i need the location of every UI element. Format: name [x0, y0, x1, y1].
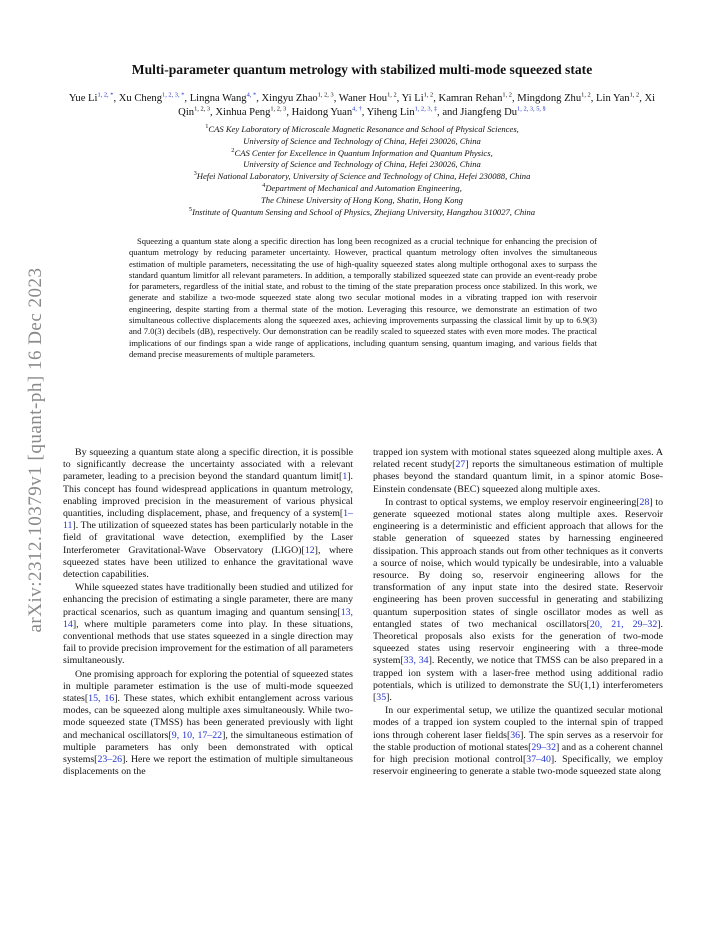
affiliation-number: 1 — [205, 123, 209, 131]
citation-link[interactable]: 28 — [639, 496, 650, 508]
author-affiliation-marker[interactable]: 4, * — [246, 91, 257, 99]
citation-link[interactable]: 20, 21, 29–32 — [589, 618, 658, 630]
arxiv-stamp — [18, 240, 54, 660]
author-affiliation-marker: 1, 2, 3 — [317, 91, 334, 99]
citation-link[interactable]: 23–26 — [97, 754, 123, 766]
citation-link[interactable]: 1 — [342, 471, 348, 483]
left-column — [63, 447, 353, 779]
author-name: Yiheng Lin — [366, 107, 415, 118]
author-affiliation-marker: 1, 2 — [581, 91, 591, 99]
affiliation-text: CAS Key Laboratory of Microscale Magnetic Resonance and School of Physical Sciences, — [208, 124, 519, 134]
citation-link[interactable]: 12 — [304, 544, 315, 556]
affiliation-line — [66, 136, 658, 148]
citation-link[interactable]: 35 — [376, 692, 387, 704]
citation-link[interactable]: 33, 34 — [403, 655, 429, 667]
affiliation-number: 2 — [231, 146, 235, 154]
affiliation-number: 5 — [188, 205, 193, 213]
body-paragraph: While squeezed states have traditionally been studied and utilized for enhancing the precision of estimating a single parameter, there are many practical scenarios, such as quantum imaging and quantum sensing[13, 14], where multiple parameters come into play. In these situations, conventional methods that use states squeezed in a single direction may fail to provide precision improvement for the estimation of all parameters simultaneously. — [63, 582, 353, 667]
citation-link[interactable]: 13, 14 — [63, 606, 353, 630]
author-name: Kamran Rehan — [438, 93, 503, 104]
author-affiliation-marker: 1, 2, 3 — [270, 105, 287, 113]
body-paragraph: In contrast to optical systems, we employ reservoir engineering[28] to generate squeezed motional states along multiple axes. Reservoir engineering is a deterministic and efficient approach that allows for the stable generation of squeezed states by harnessing engineered dissipation. This approach stands out from other techniques as it converts a source of noise, which would typically be undesirable, into a valuable resource. By doing so, reservoir engineering allows for the transformation of any input state into the desired state. Reservoir engineering has been proven successful in generating and stabilizing quantum superposition states of single oscillator modes as well as entangled states of two mechanical oscillators[20, 21, 29–32]. Theoretical proposals also exists for the generation of two-mode squeezed states using reservoir engineering with a three-mode system[33, 34]. Recently, we notice that TMSS can be also prepared in a trapped ion system with a laser-free method using additional radio potentials, which is utilized to demonstrate the SU(1,1) interferometers [35]. — [373, 496, 663, 704]
affiliation-line — [66, 171, 658, 183]
author-name: and Jiangfeng Du — [442, 107, 518, 118]
affiliation-text: University of Science and Technology of China, Hefei 230026, China — [243, 159, 481, 170]
paper-title: Multi-parameter quantum metrology with stabilized multi-mode squeezed state — [131, 62, 593, 77]
right-column — [373, 447, 663, 779]
citation-link[interactable]: 27 — [455, 459, 466, 471]
body-paragraph: One promising approach for exploring the potential of squeezed states in multiple parameter estimation is the use of multi-mode squeezed states[15, 16]. These states, which exhibit entanglement across various modes, can be squeezed along multiple axes simultaneously. While two-mode squeezed state (TMSS) has been generated previously with light and mechanical oscillators[9, 10, 17–22], the simultaneous estimation of multiple parameters has only been demonstrated with optical systems[23–26]. Here we report the estimation of multiple simultaneous displacements on the — [63, 668, 353, 778]
citation-link[interactable]: 29–32 — [531, 741, 557, 753]
author-name: Waner Hou — [338, 93, 388, 104]
author-list: Yue $Li^{1, 2, *}$, Xu Cheng$^{1, 2, 3, *}$, Lingna Wang$^{4, *}$, Xingyu Zhao$^{1, 2, 3}$, Waner Hou$^{1, 2}$, Yi Li$^{1, 2}$, Kamran Rehan$^{1, 2}$, Mingdong Zhu$^{1, 2}$, Lin Yan$^{1, 2}$, Xi Qin$^{1, 2, 3}$, Xinhua Peng$^{1, 2, 3}$, Haidong Yuan$^{4, \dagger}$, Yiheng Lin$^{1, 2, 3, \ddagger}$, and Jiangfeng $Du^{1, 2, 3, 5, \S}$ — [68, 91, 656, 118]
affiliations — [66, 124, 658, 218]
affiliation-text: CAS Center for Excellence in Quantum Information and Quantum Physics, — [234, 147, 493, 158]
citation-link[interactable]: 36 — [510, 729, 521, 741]
affiliation-line — [66, 207, 658, 219]
body-paragraph: In our experimental setup, we utilize the quantized secular motional modes of a trapped ion system coupled to the internal spin of trapped ions through coherent laser fields[36]. The spin serves as a reservoir for the stable production of motional states[29–32] and as a coherent channel for high precision motional control[37–40]. Specifically, we employ reservoir engineering to generate a stable two-mode squeezed state along — [373, 705, 664, 778]
author-name: Xingyu Zhao — [261, 93, 318, 104]
author-affiliation-marker[interactable]: 1, 2, 3, 5, § — [517, 105, 546, 113]
author-affiliation-marker[interactable]: 1, 2, 3, * — [162, 91, 185, 99]
author-affiliation-marker: 1, 2 — [629, 91, 640, 99]
author-name: Haidong Yuan — [291, 107, 353, 118]
author-name: Xinhua Peng — [215, 107, 271, 118]
author-affiliation-marker: 1, 2 — [502, 91, 512, 99]
author-affiliation-marker[interactable]: 1, 2, * — [97, 91, 114, 99]
author-name: Yi Li — [401, 93, 424, 104]
affiliation-line — [66, 195, 658, 207]
author-name: Lingna Wang — [189, 93, 247, 104]
arxiv-stamp-text: arXiv:2312.10379v1 [quant-ph] 16 Dec 2023 — [25, 267, 46, 633]
affiliation-line — [66, 148, 658, 160]
affiliation-line — [66, 124, 658, 136]
affiliation-number: 3 — [193, 170, 197, 178]
affiliation-text: University of Science and Technology of China, Hefei 230026, China — [243, 135, 481, 146]
author-affiliation-marker: 1, 2 — [387, 91, 397, 99]
affiliation-number: 4 — [262, 182, 266, 190]
affiliation-text: Institute of Quantum Sensing and School of Physics, Zhejiang University, Hangzhou 310027, China — [192, 206, 536, 217]
affiliation-text: The Chinese University of Hong Kong, Shatin, Hong Kong — [261, 194, 463, 205]
affiliation-text: Hefei National Laboratory, University of Science and Technology of China, Hefei 230088, China — [196, 171, 531, 182]
author-affiliation-marker[interactable]: 4, † — [352, 105, 362, 113]
citation-link[interactable]: 1–11 — [63, 508, 353, 532]
affiliation-text: Department of Mechanical and Automation Engineering, — [265, 182, 462, 193]
author-affiliation-marker[interactable]: 1, 2, 3, ‡ — [414, 105, 438, 113]
author-name: Lin Yan — [596, 93, 630, 104]
author-affiliation-marker: 1, 2 — [423, 91, 434, 99]
author-name: Xi Qin — [178, 93, 656, 118]
author-name: Mingdong Zhu — [517, 93, 582, 104]
body-paragraph: By squeezing a quantum state along a specific direction, it is possible to significantly decrease the uncertainty associated with a relevant parameter, leading to a precision beyond the standard quantum limit[1]. This concept has found widespread applications in quantum metrology, enabling improved precision in the measurement of various physical quantities, including displacement, phase, and frequency of a system[1–11]. The utilization of squeezed states has been particularly notable in the field of gravitational wave detection, exemplified by the Laser Interferometer Gravitational-Wave Observatory (LIGO)[12], where squeezed states have been utilized to enhance the gravitational wave detection capabilities. — [63, 447, 353, 581]
citation-link[interactable]: 37–40 — [526, 754, 551, 766]
body-paragraph: trapped ion system with motional states squeezed along multiple axes. A related recent study[27] reports the simultaneous estimation of multiple phases beyond the standard quantum limit, in a spinor atomic Bose-Einstein condensate (BEC) squeezed along multiple axes. — [373, 447, 664, 495]
author-affiliation-marker: 1, 2, 3 — [194, 105, 211, 113]
abstract-text: Squeezing a quantum state along a specific direction has long been recognized as a crucial technique for enhancing the precision of quantum metrology by reducing parameter uncertainty. However, practical quantum metrology often involves the simultaneous estimation of multiple parameters, necessitating the use of high-quality squeezed states along multiple orthogonal axes to surpass the standard quantum limitfor all relevant parameters. In addition, a temporally stabilized squeezed state can provide an event-ready probe for parameters, regardless of the initial state, and robust to the timing of the state preparation process once stabilized. In this work, we generate and stabilize a two-mode squeezed state along two secular motional modes in a vibrating trapped ion with reservoir engineering, despite starting from a thermal state of the motion. Leveraging this resource, we demonstrate an estimation of two simultaneous collective displacements along the squeezed axes, achieving improvements surpassing the classical limit by up to 6.9(3) and 7.0(3) decibels (dB), respectively. Our demonstration can be readily scaled to squeezed states with even more modes. The practical implications of our findings span a wide range of applications, including quantum sensing, quantum imaging, and various fields that demand precise measurements of multiple parameters. — [129, 236, 597, 359]
citation-link[interactable]: 9, 10, 17–22 — [171, 729, 223, 741]
author-name: Xu Cheng — [118, 93, 163, 104]
affiliation-line — [66, 159, 658, 171]
affiliation-line — [66, 183, 658, 195]
citation-link[interactable]: 15, 16 — [88, 693, 115, 705]
author-name: Yue Li — [68, 93, 98, 104]
abstract — [129, 236, 597, 360]
